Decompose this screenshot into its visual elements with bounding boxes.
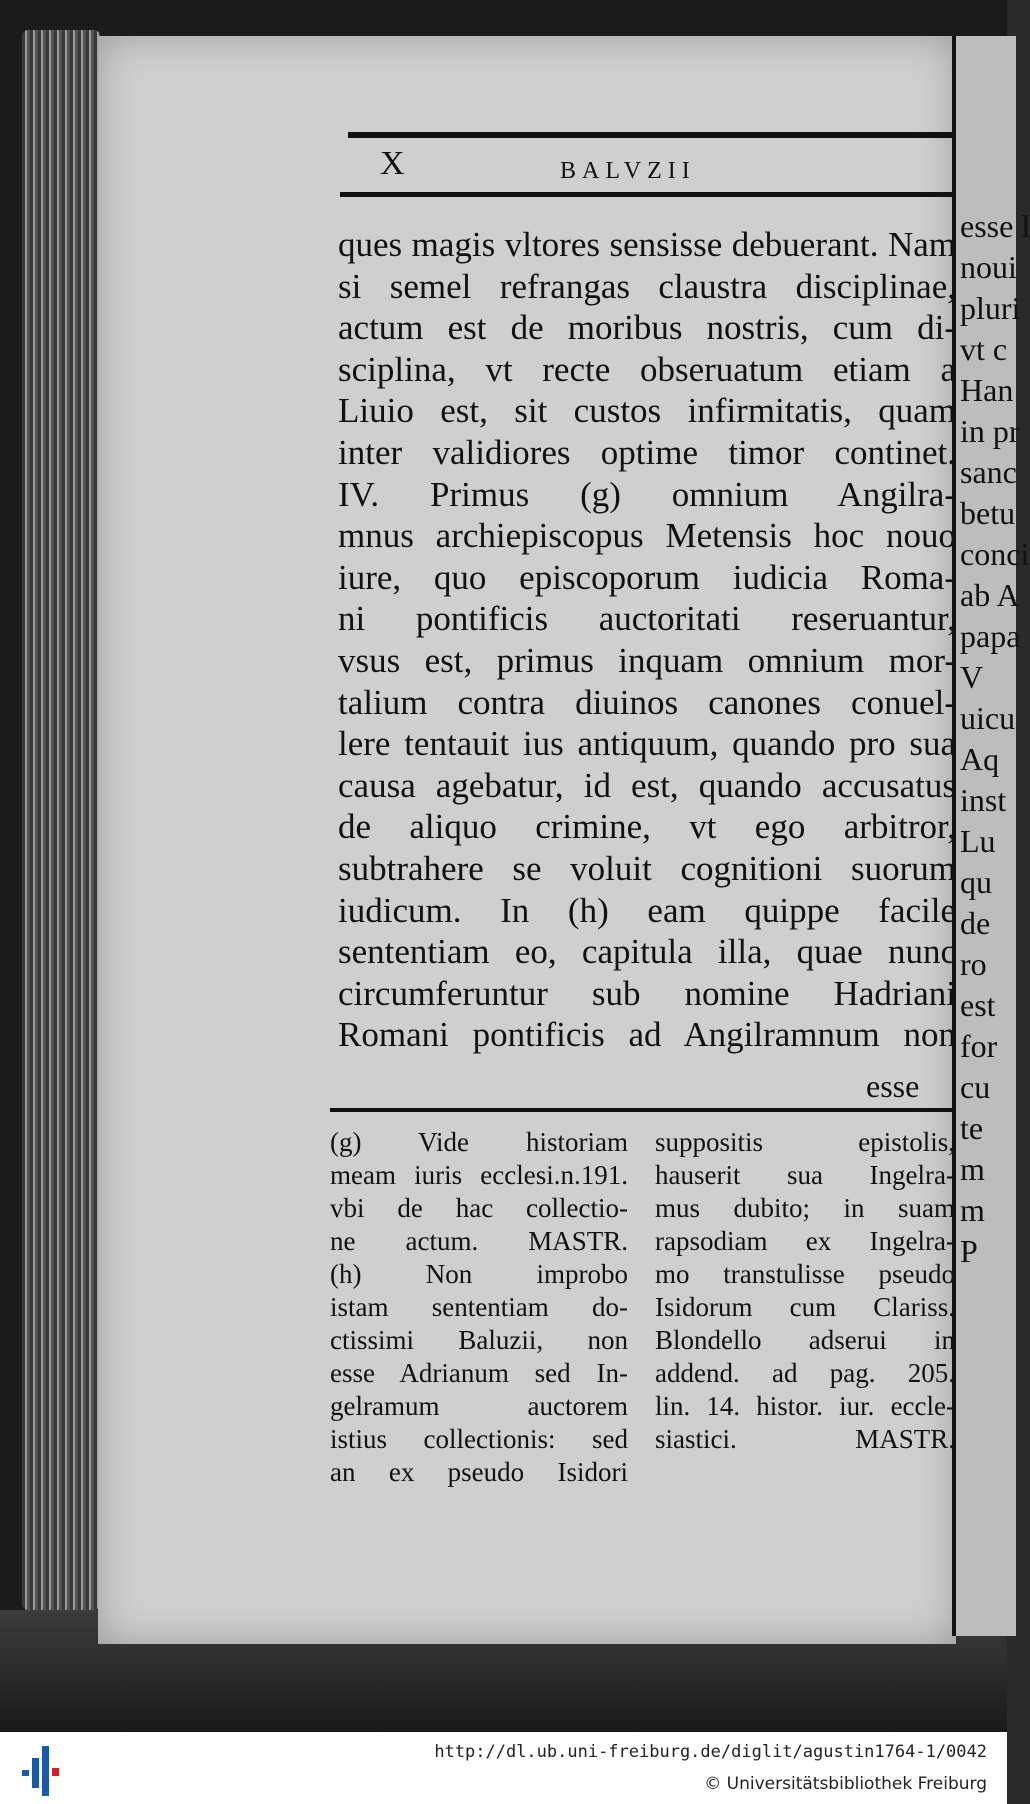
next-page-fragment: esse l bbox=[960, 208, 1030, 244]
next-page-fragment: betu bbox=[960, 495, 1016, 531]
next-page-fragment: de bbox=[960, 905, 991, 941]
next-page-fragment: Lu bbox=[960, 823, 996, 859]
text-line: IV. Primus (g) omnium Angilra- bbox=[338, 474, 956, 514]
text-line: talium contra diuinos canones conuel- bbox=[338, 682, 956, 722]
text-line: iudicum. In (h) eam quippe facile bbox=[338, 890, 956, 930]
text-line: actum est de moribus nostris, cum di- bbox=[338, 308, 956, 348]
text-line: lere tentauit ius antiquum, quando pro sua bbox=[338, 724, 956, 764]
footnote-line: siastici. MASTR. bbox=[655, 1424, 955, 1454]
footnote-rule bbox=[330, 1108, 952, 1112]
library-logo-icon bbox=[18, 1744, 68, 1796]
footnote-line: esse Adrianum sed In- bbox=[330, 1358, 628, 1388]
next-page-fragment: pluri bbox=[960, 290, 1021, 326]
footnote-line: lin. 14. histor. iur. eccle- bbox=[655, 1391, 955, 1421]
footnotes-right-column bbox=[655, 1126, 955, 1456]
next-page-fragment: in pr bbox=[960, 413, 1020, 449]
next-page-fragment: noui bbox=[960, 249, 1017, 285]
next-page-fragment: cu bbox=[960, 1069, 991, 1105]
next-page-fragment: V bbox=[960, 659, 984, 695]
text-line: sententiam eo, capitula illa, quae nunc bbox=[338, 932, 956, 972]
text-line: si semel refrangas claustra disciplinae, bbox=[338, 266, 956, 306]
text-line: sciplina, vt recte obseruatum etiam a bbox=[338, 349, 956, 389]
text-line: Liuio est, sit custos infirmitatis, quam bbox=[338, 391, 956, 431]
header-rule-bottom bbox=[340, 192, 952, 197]
footnote-line: suppositis epistolis, bbox=[655, 1127, 955, 1157]
footnote-line: gelramum auctorem bbox=[330, 1391, 628, 1421]
catchword: esse bbox=[866, 1068, 920, 1104]
footnote-line: Isidorum cum Clariss. bbox=[655, 1292, 955, 1322]
next-page-fragment: Aq bbox=[960, 741, 1000, 777]
footnote-line: vbi de hac collectio- bbox=[330, 1193, 628, 1223]
next-page-fragment: Han bbox=[960, 372, 1014, 408]
text-line: circumferuntur sub nomine Hadriani bbox=[338, 973, 956, 1013]
footnote-line: Blondello adserui in bbox=[655, 1325, 955, 1355]
footnote-line: istius collectionis: sed bbox=[330, 1424, 628, 1454]
footnote-line: (g) Vide historiam bbox=[330, 1127, 628, 1157]
header-rule-top bbox=[348, 132, 952, 138]
next-page-fragment: m bbox=[960, 1192, 985, 1228]
next-page-fragment: conci bbox=[960, 536, 1030, 572]
footnotes-left-column bbox=[330, 1126, 628, 1489]
footnote-line: meam iuris ecclesi.n.191. bbox=[330, 1160, 628, 1190]
footnote-line: ctissimi Baluzii, non bbox=[330, 1325, 628, 1355]
next-page-fragment: vt c bbox=[960, 331, 1008, 367]
footnote-line: mus dubito; in suam bbox=[655, 1193, 955, 1223]
footnote-line: hauserit sua Ingelra- bbox=[655, 1160, 955, 1190]
next-page-fragment: for bbox=[960, 1028, 998, 1064]
next-page-fragment: P bbox=[960, 1233, 978, 1269]
next-page-fragment: uicu bbox=[960, 700, 1016, 736]
copyright-notice: © Universitätsbibliothek Freiburg bbox=[704, 1774, 987, 1794]
text-line: causa agebatur, id est, quando accusatus bbox=[338, 765, 956, 805]
footnote-line: an ex pseudo Isidori bbox=[330, 1457, 628, 1487]
footnote-line: rapsodiam ex Ingelra- bbox=[655, 1226, 955, 1256]
text-line: inter validiores optime timor continet. bbox=[338, 432, 956, 472]
next-page-edge bbox=[952, 36, 1030, 1636]
footnote-line: mo transtulisse pseudo bbox=[655, 1259, 955, 1289]
next-page-fragment: sanc bbox=[960, 454, 1017, 490]
text-line: vsus est, primus inquam omnium mor- bbox=[338, 640, 956, 680]
footnote-line: ne actum. MASTR. bbox=[330, 1226, 628, 1256]
next-page-fragment: inst bbox=[960, 782, 1007, 818]
book-edge-left bbox=[22, 30, 100, 1610]
next-page-fragment: qu bbox=[960, 864, 992, 900]
next-page-fragment: ab A bbox=[960, 577, 1020, 613]
text-line: ques magis vltores sensisse debuerant. Nam bbox=[338, 225, 956, 264]
footnote-line: addend. ad pag. 205. bbox=[655, 1358, 955, 1388]
text-line: de aliquo crimine, vt ego arbitror, bbox=[338, 807, 956, 847]
next-page-fragment: papa bbox=[960, 618, 1021, 654]
page-number: X bbox=[380, 145, 405, 182]
footnote-line: (h) Non improbo bbox=[330, 1259, 628, 1289]
text-line: subtrahere se voluit cognitioni suorum bbox=[338, 848, 956, 888]
text-line: ni pontificis auctoritati reseruantur, bbox=[338, 599, 956, 639]
text-line: mnus archiepiscopus Metensis hoc nouo bbox=[338, 516, 956, 556]
main-text-block bbox=[338, 224, 956, 1056]
footnote-line: istam sententiam do- bbox=[330, 1292, 628, 1322]
next-page-fragment: te bbox=[960, 1110, 984, 1146]
text-line: Romani pontificis ad Angilramnum non bbox=[338, 1015, 956, 1055]
footer-bar bbox=[0, 1732, 1007, 1804]
source-url[interactable]: http://dl.ub.uni-freiburg.de/diglit/agustin1764-1/0042 bbox=[434, 1742, 987, 1762]
next-page-fragment: ro bbox=[960, 946, 987, 982]
running-head: BALVZII bbox=[560, 158, 696, 184]
next-page-fragment: est bbox=[960, 987, 996, 1023]
next-page-fragment: m bbox=[960, 1151, 985, 1187]
text-line: iure, quo episcoporum iudicia Roma- bbox=[338, 557, 956, 597]
